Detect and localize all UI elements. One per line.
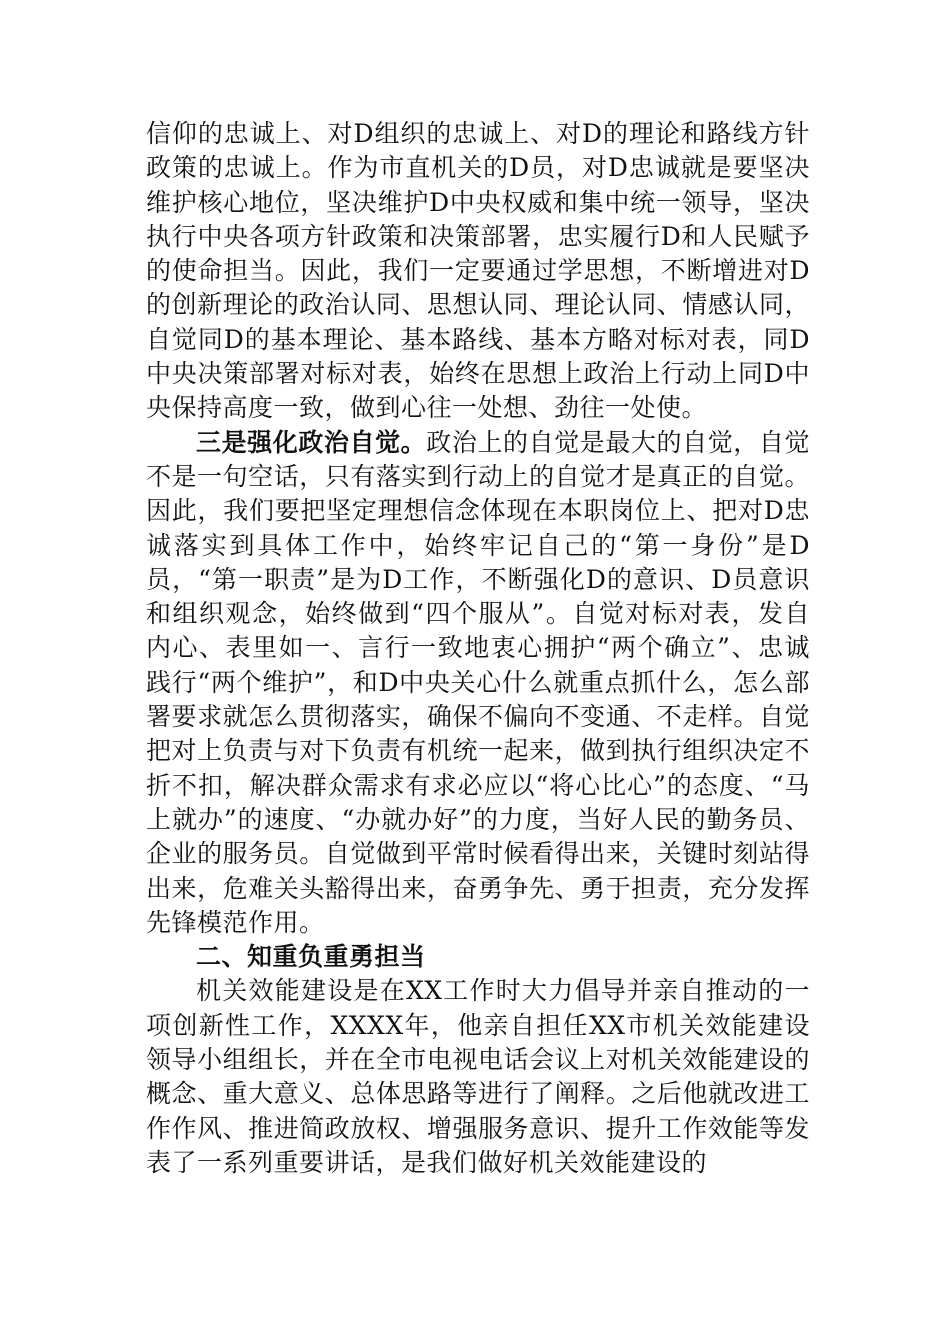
paragraph-political-consciousness <box>146 426 810 940</box>
paragraph-lead-heading: 三是强化政治自觉。 <box>196 427 427 457</box>
paragraph-continuation: 信仰的忠诚上、对D组织的忠诚上、对D的理论和路线方针政策的忠诚上。作为市直机关的D员，对D忠诚就是要坚决维护核心地位，坚决维护D中央权威和集中统一领导，坚决执行中央各项方针政策和决策部署，忠实履行D和人民赋予的使命担当。因此，我们一定要通过学思想，不断增进对D的创新理论的政治认同、思想认同、理论认同、情感认同，自觉同D的基本理论、基本路线、基本方略对标对表，同D中央决策部署对标对表，始终在思想上政治上行动上同D中央保持高度一致，做到心往一处想、劲往一处使。 <box>146 119 810 423</box>
paragraph-body-text: 政治上的自觉是最大的自觉，自觉不是一句空话，只有落实到行动上的自觉才是真正的自觉。因此，我们要把坚定理想信念体现在本职岗位上、把对D忠诚落实到具体工作中，始终牢记自己的“第一身份”是D员，“第一职责”是为D工作，不断强化D的意识、D员意识和组织观念，始终做到“四个服从”。自觉对标对表，发自内心、表里如一、言行一致地衷心拥护“两个确立”、忠诚践行“两个维护”，和D中央关心什么就重点抓什么，怎么部署要求就怎么贯彻落实，确保不偏向不变通、不走样。自觉把对上负责与对下负责有机统一起来，做到执行组织决定不折不扣，解决群众需求有求必应以“将心比心”的态度、“马上就办”的速度、“办就办好”的力度，当好人民的勤务员、企业的服务员。自觉做到平常时候看得出来，关键时刻站得出来，危难关头豁得出来，奋勇争先、勇于担责，充分发挥先锋模范作用。 <box>146 427 810 937</box>
paragraph-efficiency-construction: 机关效能建设是在XX工作时大力倡导并亲自推动的一项创新性工作，XXXX年，他亲自担任XX市机关效能建设领导小组组长，并在全市电视电话会议上对机关效能建设的概念、重大意义、总体思路等进行了阐释。之后他就改进工作作风、推进简政放权、增强服务意识、提升工作效能等发表了一系列重要讲话，是我们做好机关效能建设的 <box>146 976 810 1177</box>
section-heading: 二、知重负重勇担当 <box>196 942 426 972</box>
document-body <box>146 117 810 1180</box>
